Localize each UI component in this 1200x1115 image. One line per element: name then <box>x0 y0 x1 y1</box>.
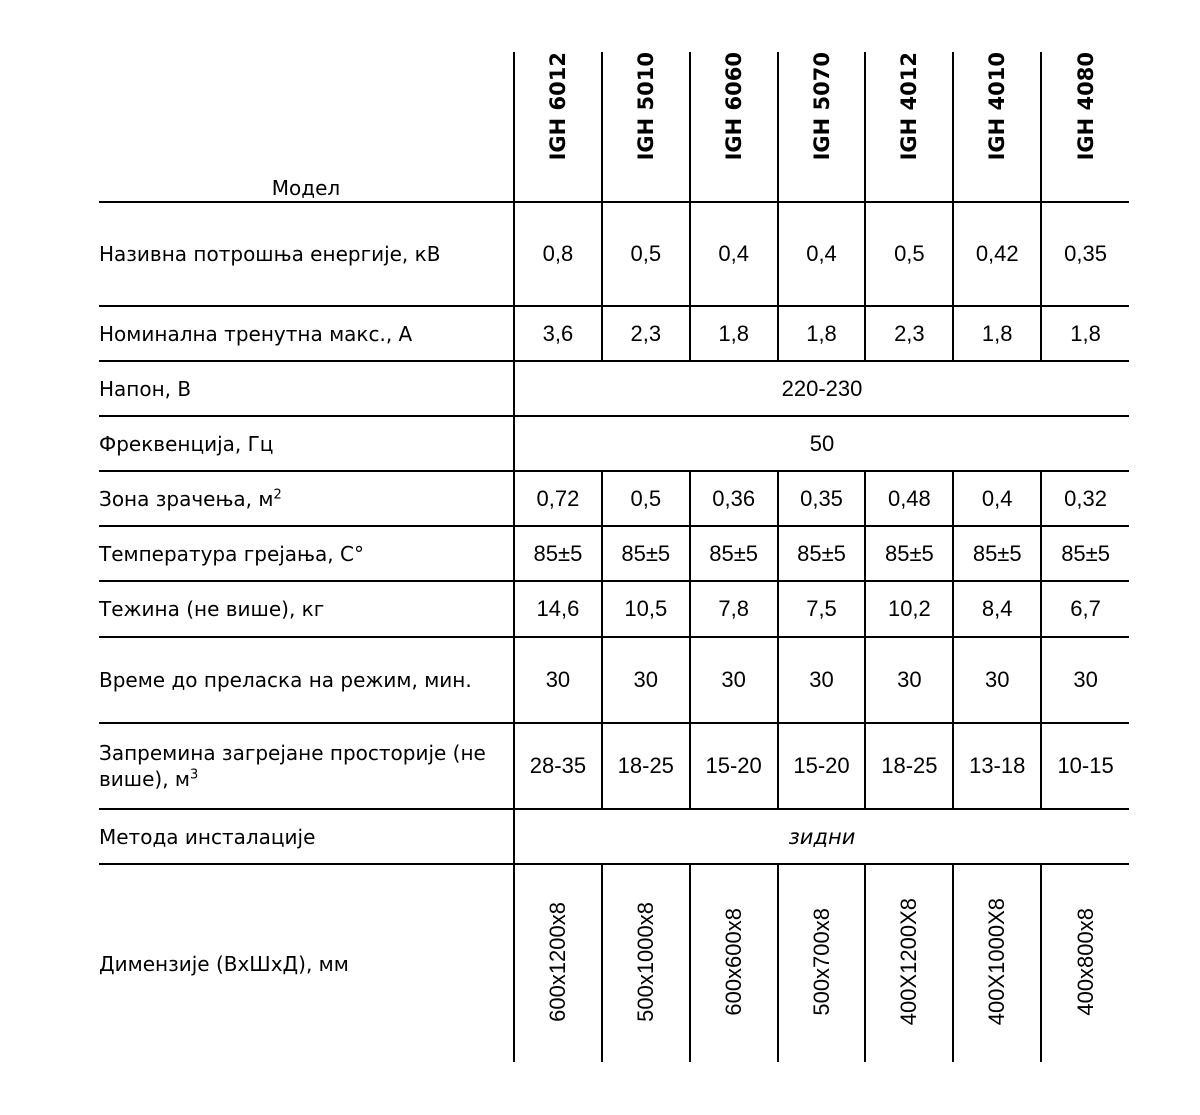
cell: 30 <box>514 637 602 723</box>
header-row <box>99 52 1129 202</box>
row-radiation <box>99 471 1129 526</box>
cell: 400x800x8 <box>1041 864 1129 1062</box>
row-frequency <box>99 416 1129 471</box>
model-header-5: IGH 4012 <box>865 52 953 202</box>
cell: 0,5 <box>602 202 690 306</box>
row-label: Тежина (не више), кг <box>99 581 514 637</box>
cell: 18-25 <box>865 723 953 809</box>
cell: 0,4 <box>690 202 778 306</box>
row-weight <box>99 581 1129 637</box>
cell: 30 <box>865 637 953 723</box>
cell: 2,3 <box>865 306 953 361</box>
cell: 1,8 <box>1041 306 1129 361</box>
model-header-6: IGH 4010 <box>953 52 1041 202</box>
cell: 85±5 <box>514 526 602 581</box>
row-label: Температура грејања, C° <box>99 526 514 581</box>
cell: 600x600x8 <box>690 864 778 1062</box>
row-label: Фреквенција, Гц <box>99 416 514 471</box>
cell: 13-18 <box>953 723 1041 809</box>
cell: 1,8 <box>690 306 778 361</box>
model-header-2: IGH 5010 <box>602 52 690 202</box>
row-label: Напон, В <box>99 361 514 416</box>
row-dimensions <box>99 864 1129 1062</box>
cell: 85±5 <box>602 526 690 581</box>
cell: 85±5 <box>778 526 866 581</box>
cell: 0,32 <box>1041 471 1129 526</box>
cell: 85±5 <box>865 526 953 581</box>
row-label: Метода инсталације <box>99 809 514 864</box>
cell: 85±5 <box>953 526 1041 581</box>
row-current <box>99 306 1129 361</box>
cell: 0,4 <box>953 471 1041 526</box>
cell: 1,8 <box>953 306 1041 361</box>
cell: 1,8 <box>778 306 866 361</box>
cell: 85±5 <box>690 526 778 581</box>
cell: 0,8 <box>514 202 602 306</box>
cell: 85±5 <box>1041 526 1129 581</box>
cell: 14,6 <box>514 581 602 637</box>
cell: 0,42 <box>953 202 1041 306</box>
cell: 400X1000X8 <box>953 864 1041 1062</box>
row-label: Номинална тренутна макс., А <box>99 306 514 361</box>
cell: 8,4 <box>953 581 1041 637</box>
cell: 28-35 <box>514 723 602 809</box>
cell: 30 <box>953 637 1041 723</box>
cell: 10,2 <box>865 581 953 637</box>
cell: 400X1200X8 <box>865 864 953 1062</box>
row-install <box>99 809 1129 864</box>
cell: 30 <box>690 637 778 723</box>
row-label: Називна потрошња енергије, кВ <box>99 202 514 306</box>
model-header-4: IGH 5070 <box>778 52 866 202</box>
model-header-1: IGH 6012 <box>514 52 602 202</box>
cell: 500x700x8 <box>778 864 866 1062</box>
cell: 15-20 <box>690 723 778 809</box>
cell: 15-20 <box>778 723 866 809</box>
model-header-7: IGH 4080 <box>1041 52 1129 202</box>
cell: 0,4 <box>778 202 866 306</box>
model-label: Модел <box>271 176 341 200</box>
cell: 30 <box>778 637 866 723</box>
row-label: Време до преласка на режим, мин. <box>99 637 514 723</box>
row-voltage <box>99 361 1129 416</box>
cell: 30 <box>1041 637 1129 723</box>
cell: 500x1000x8 <box>602 864 690 1062</box>
cell: 0,72 <box>514 471 602 526</box>
cell: 7,8 <box>690 581 778 637</box>
spec-table <box>99 52 1129 1062</box>
cell: 0,35 <box>1041 202 1129 306</box>
cell: 0,48 <box>865 471 953 526</box>
cell: 600x1200x8 <box>514 864 602 1062</box>
cell: 2,3 <box>602 306 690 361</box>
cell: 10-15 <box>1041 723 1129 809</box>
cell-merged: 220-230 <box>514 361 1129 416</box>
row-temperature <box>99 526 1129 581</box>
row-label: Запремина загрејане просторије (не више), $м^3$ <box>99 723 514 809</box>
row-volume <box>99 723 1129 809</box>
cell: 18-25 <box>602 723 690 809</box>
cell: 0,5 <box>865 202 953 306</box>
model-header-3: IGH 6060 <box>690 52 778 202</box>
cell: 0,36 <box>690 471 778 526</box>
cell: 3,6 <box>514 306 602 361</box>
cell: 0,35 <box>778 471 866 526</box>
cell: 0,5 <box>602 471 690 526</box>
row-label: Димензије (ВхШхД), мм <box>99 864 514 1062</box>
cell: 30 <box>602 637 690 723</box>
cell: 10,5 <box>602 581 690 637</box>
row-warmup <box>99 637 1129 723</box>
row-power <box>99 202 1129 306</box>
cell-merged: 50 <box>514 416 1129 471</box>
row-label: Зона зрачења, $м^2$ <box>99 471 514 526</box>
cell: 7,5 <box>778 581 866 637</box>
cell-merged: зидни <box>514 809 1129 864</box>
cell: 6,7 <box>1041 581 1129 637</box>
